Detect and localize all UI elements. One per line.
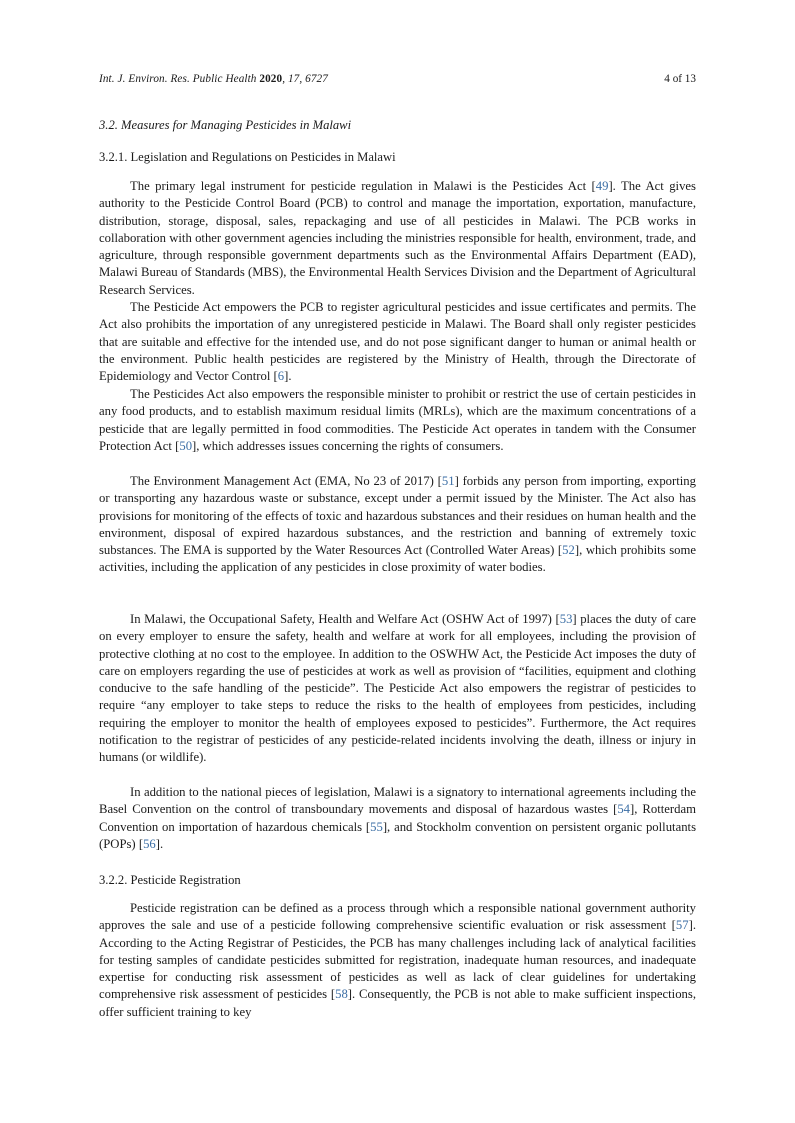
para2-text-a: The Pesticide Act empowers the PCB to register agricultural pesticides and issue certificates and permits. The Act also prohibits the importation of any unregistered pesticide in Malawi. The Board shall only register pesticides that are suitable and effective for the intended use, and do not pose significant danger to human or animal health or the environment. Public health pesticides are registered by the Ministry of Health, through the Directorate of Epidemiology and Vector Control [ — [99, 300, 696, 384]
paragraph-mrls — [99, 386, 696, 455]
para7-text-c: ]. Consequently, the PCB is not able to make sufficient inspections, offer sufficient training to key — [99, 987, 697, 1019]
para5-text-b: ] places the duty of care on every employer to ensure the safety, health and welfare at work for all employees, including the provision of protective clothing at no cost to the employee. In addition to the OSWHW Act, the Pesticide Act imposes the duty of care on employers regarding the use of pesticides at work as well as provision of “facilities, equipment and clothing conducive to the safe handling of the pesticide”. The Pesticide Act also empowers the registrar of pesticides to require “any employer to take steps to reduce the risks to the health of employees from pesticides, including requiring the employer to monitor the health of employees exposed to pesticides”. Furthermore, the Act requires notification to the registrar of pesticides of any pesticide-related incidents involving the death, illness or injury in humans (or wildlife). — [99, 612, 696, 765]
paragraph-pesticide-registration — [99, 900, 696, 1021]
paragraph-pcb-registration — [99, 299, 696, 385]
para6-text-a: In addition to the national pieces of legislation, Malawi is a signatory to international agreements including the Basel Convention on the control of transboundary movements and disposal of hazardous wastes [ — [99, 785, 696, 817]
para2-text-b: ]. — [284, 369, 292, 384]
citation-52[interactable]: 52 — [562, 543, 575, 558]
para6-text-d: ]. — [155, 836, 164, 851]
para3-text-a: The Pesticides Act also empowers the responsible minister to prohibit or restrict the use of certain pesticides in any food products, and to establish maximum residual limits (MRLs), which are the maximum concentrations of a pesticide that are legally permitted in food commodities. The Pesticide Act operates in tandem with the Consumer Protection Act [ — [99, 387, 696, 453]
citation-50[interactable]: 50 — [179, 438, 193, 453]
citation-57[interactable]: 57 — [675, 918, 689, 933]
citation-58[interactable]: 58 — [335, 987, 348, 1002]
running-head — [99, 73, 696, 86]
para5-text-a: In Malawi, the Occupational Safety, Health and Welfare Act (OSHW Act of 1997) [ — [130, 612, 560, 626]
section-heading-3-2: 3.2. Measures for Managing Pesticides in Malawi — [99, 118, 352, 132]
section-heading-3-2-1: 3.2.1. Legislation and Regulations on Pesticides in Malawi — [99, 150, 396, 164]
section-heading-3-2-2: 3.2.2. Pesticide Registration — [99, 873, 241, 887]
page-indicator: 4 of 13 — [664, 73, 696, 85]
para4-text-c: ], which prohibits some activities, including the application of any pesticides in close proximity of water bodies. — [99, 543, 696, 575]
citation-55[interactable]: 55 — [370, 819, 383, 834]
para6-text-c: ], and Stockholm convention on persistent organic pollutants (POPs) [ — [99, 819, 697, 851]
running-head-journal — [99, 73, 328, 86]
para1-text-b: ]. The Act gives authority to the Pesticide Control Board (PCB) to control and manage the importation, exportation, manufacture, distribution, storage, disposal, sales, repackaging and use of all pesticides in Malawi. The PCB works in collaboration with other government agencies including the ministries responsible for health, environment, trade, and agriculture, through responsible government departments such as the Environmental Affairs Department (EAD), Malawi Bureau of Standards (MBS), the Environmental Health Services Division and the Department of Agricultural Research Services. — [99, 179, 696, 297]
citation-54[interactable]: 54 — [617, 802, 631, 817]
paragraph-environment-management-act — [99, 473, 696, 577]
para3-text-b: ], which addresses issues concerning the rights of consumers. — [192, 438, 504, 453]
paragraph-oshw-act — [99, 611, 696, 767]
citation-49[interactable]: 49 — [595, 179, 609, 193]
para7-text-b: ]. According to the Acting Registrar of Pesticides, the PCB has many challenges including lack of analytical facilities for testing samples of candidate pesticides submitted for registration, inadequate human resources, and inadequate expertise for conducting risk assessment of pesticides as well as lack of clear guidelines for undertaking comprehensive risk assessment of pesticides [ — [99, 918, 696, 1002]
para6-text-b: ], Rotterdam Convention on importation of hazardous chemicals [ — [99, 802, 696, 834]
journal-title: Int. J. Environ. Res. Public Health — [99, 73, 257, 85]
journal-volume-issue: , 17, 6727 — [282, 73, 328, 85]
paragraph-international-agreements — [99, 784, 696, 853]
para1-text-a: The primary legal instrument for pesticide regulation in Malawi is the Pesticides Act [ — [130, 179, 596, 193]
para4-text-b: ] forbids any person from importing, exporting or transporting any hazardous waste or substance, except under a permit issued by the Minister. The Act also has provisions for monitoring of the effects of toxic and hazardous substances and their residues on human health and the environment, disposal of expired hazardous substances, and the restriction and banning of extremely toxic substances. The EMA is supported by the Water Resources Act (Controlled Water Areas) [ — [99, 474, 696, 558]
para4-text-a: The Environment Management Act (EMA, No 23 of 2017) [ — [130, 474, 442, 488]
citation-6[interactable]: 6 — [277, 369, 285, 384]
para7-text-a: Pesticide registration can be defined as a process through which a responsible national government authority approves the sale and use of a pesticide following comprehensive scientific evaluation or risk assessment [ — [99, 901, 696, 933]
citation-51[interactable]: 51 — [441, 474, 455, 488]
journal-year: 2020 — [259, 73, 283, 85]
paragraph-pesticides-act — [99, 178, 696, 299]
citation-56[interactable]: 56 — [143, 836, 156, 851]
citation-53[interactable]: 53 — [559, 612, 573, 626]
